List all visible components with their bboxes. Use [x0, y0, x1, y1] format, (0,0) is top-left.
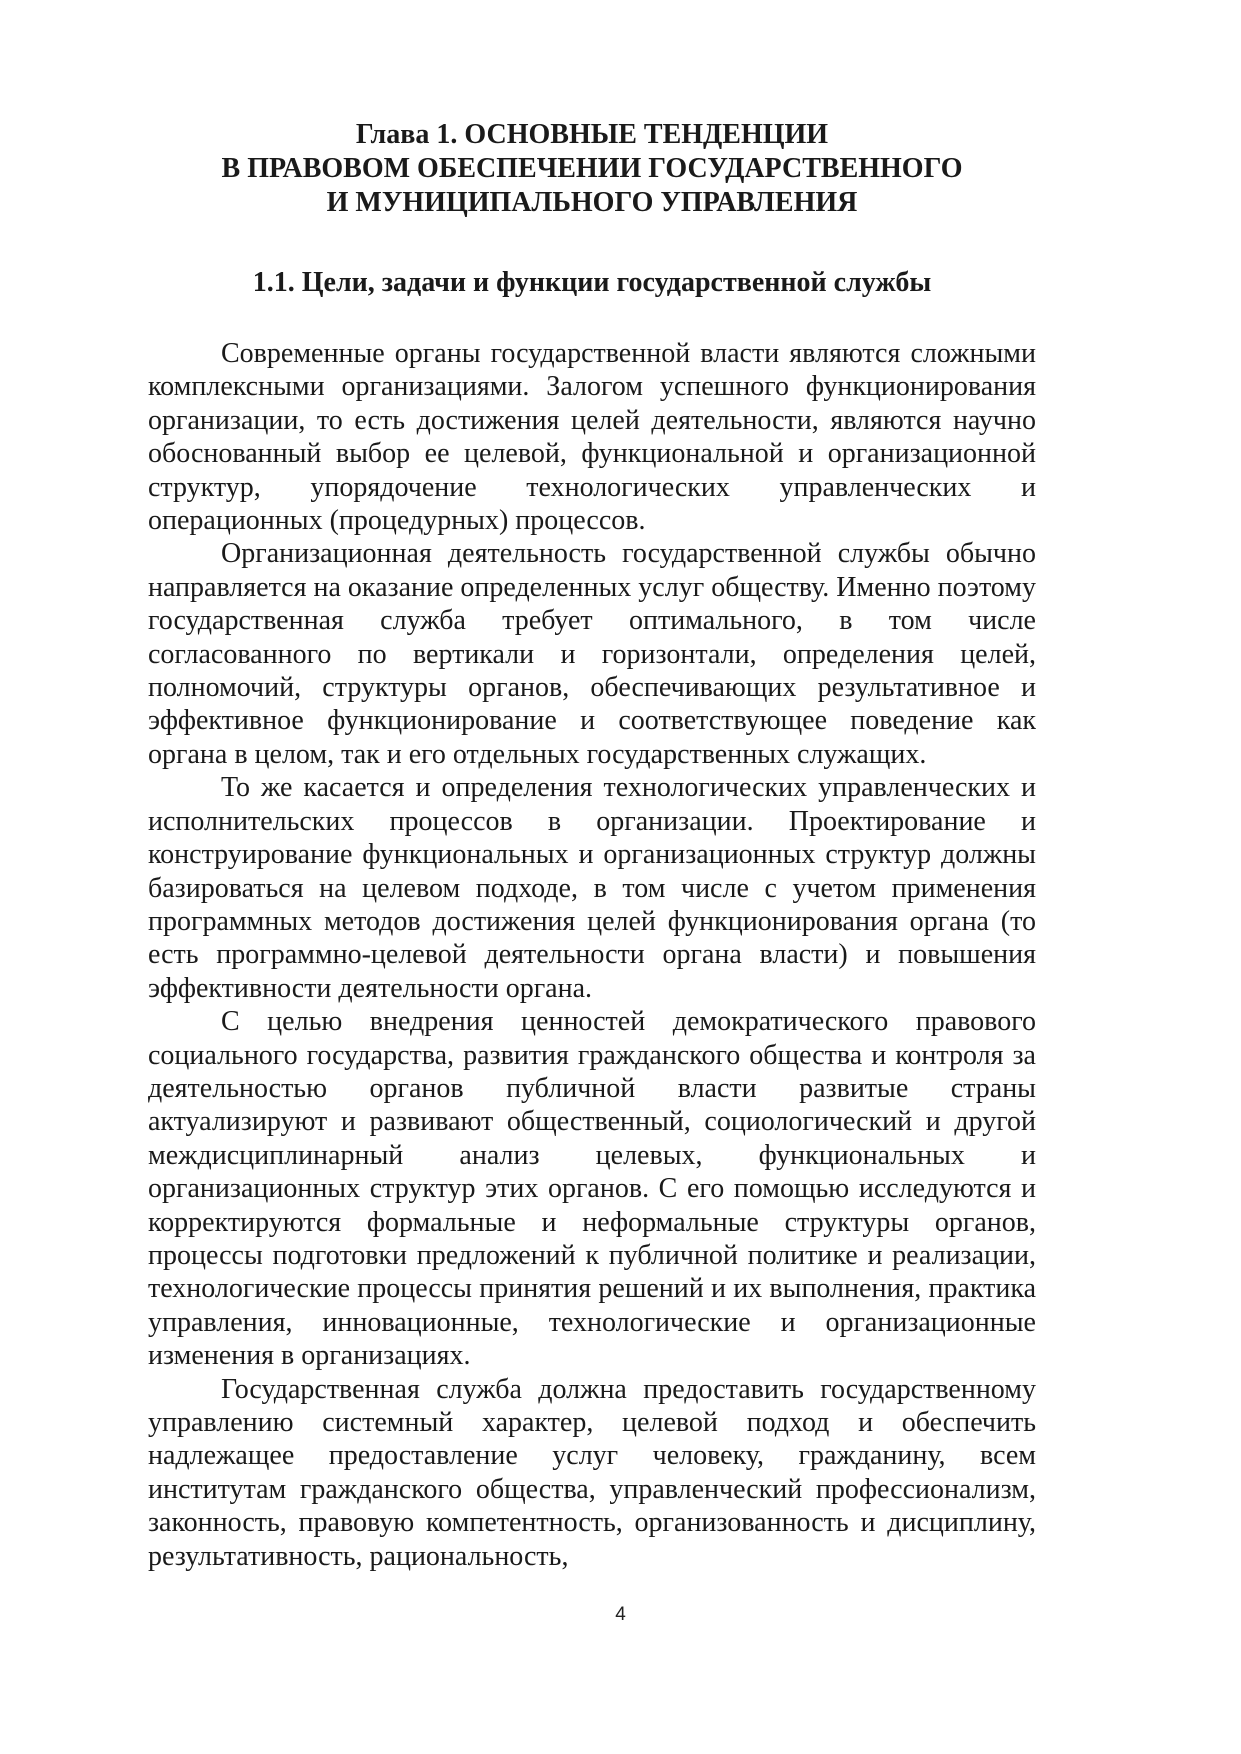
paragraph-1: Современные органы государственной власти являются сложными комплексными организациями. Залогом успешного функционирования организации, то есть достижения целей деятельности, являются научно обоснованный выбор ее целевой, функциональной и организационной структур, упорядочение технологических управленческих и операционных (процедурных) процессов. [148, 338, 1036, 537]
body-text [148, 337, 1036, 1573]
paragraph-4: С целью внедрения ценностей демократического правового социального государства, развития гражданского общества и контроля за деятельностью органов публичной власти развитые страны актуализируют и развивают общественный, социологический и другой междисциплинарный анализ целевых, функциональных и организационных структур этих органов. С его помощью исследуются и корректируются формальные и неформальные структуры органов, процессы подготовки предложений к публичной политике и реализации, технологические процессы принятия решений и их выполнения, практика управления, инновационные, технологические и организационные изменения в организациях. [148, 1006, 1036, 1372]
chapter-title-line-2: В ПРАВОВОМ ОБЕСПЕЧЕНИИ ГОСУДАРСТВЕННОГО [221, 153, 963, 184]
paragraph-3: То же касается и определения технологических управленческих и исполнительских процессов в организации. Проектирование и конструирование функциональных и организационных структур должны базироваться на целевом подходе, в том числе с учетом применения программных методов достижения целей функционирования органа (то есть программно-целевой деятельности органа власти) и повышения эффективности деятельности органа. [148, 772, 1036, 1004]
paragraph-5: Государственная служба должна предоставить государственному управлению системный характер, целевой подход и обеспечить надлежащее предоставление услуг человеку, гражданину, всем институтам гражданского общества, управленческий профессионализм, законность, правовую компетентность, организованность и дисциплину, результативность, рациональность, [148, 1373, 1036, 1572]
section-title: 1.1. Цели, задачи и функции государственной службы [252, 267, 932, 298]
chapter-title-line-3: И МУНИЦИПАЛЬНОГО УПРАВЛЕНИЯ [326, 187, 858, 218]
page-number: 4 [615, 1604, 626, 1625]
chapter-title [148, 118, 1036, 220]
paragraph-2: Организационная деятельность государственной службы обычно направляется на оказание определенных услуг обществу. Именно поэтому государственная служба требует оптимального, в том числе согласованного по вертикали и горизонтали, определения целей, полномочий, структуры органов, обеспечивающих результативное и эффективное функционирование и соответствующее поведение как органа в целом, так и его отдельных государственных служащих. [148, 538, 1036, 770]
chapter-title-line-1: Глава 1. ОСНОВНЫЕ ТЕНДЕНЦИИ [355, 119, 829, 150]
document-page [148, 118, 1036, 1573]
